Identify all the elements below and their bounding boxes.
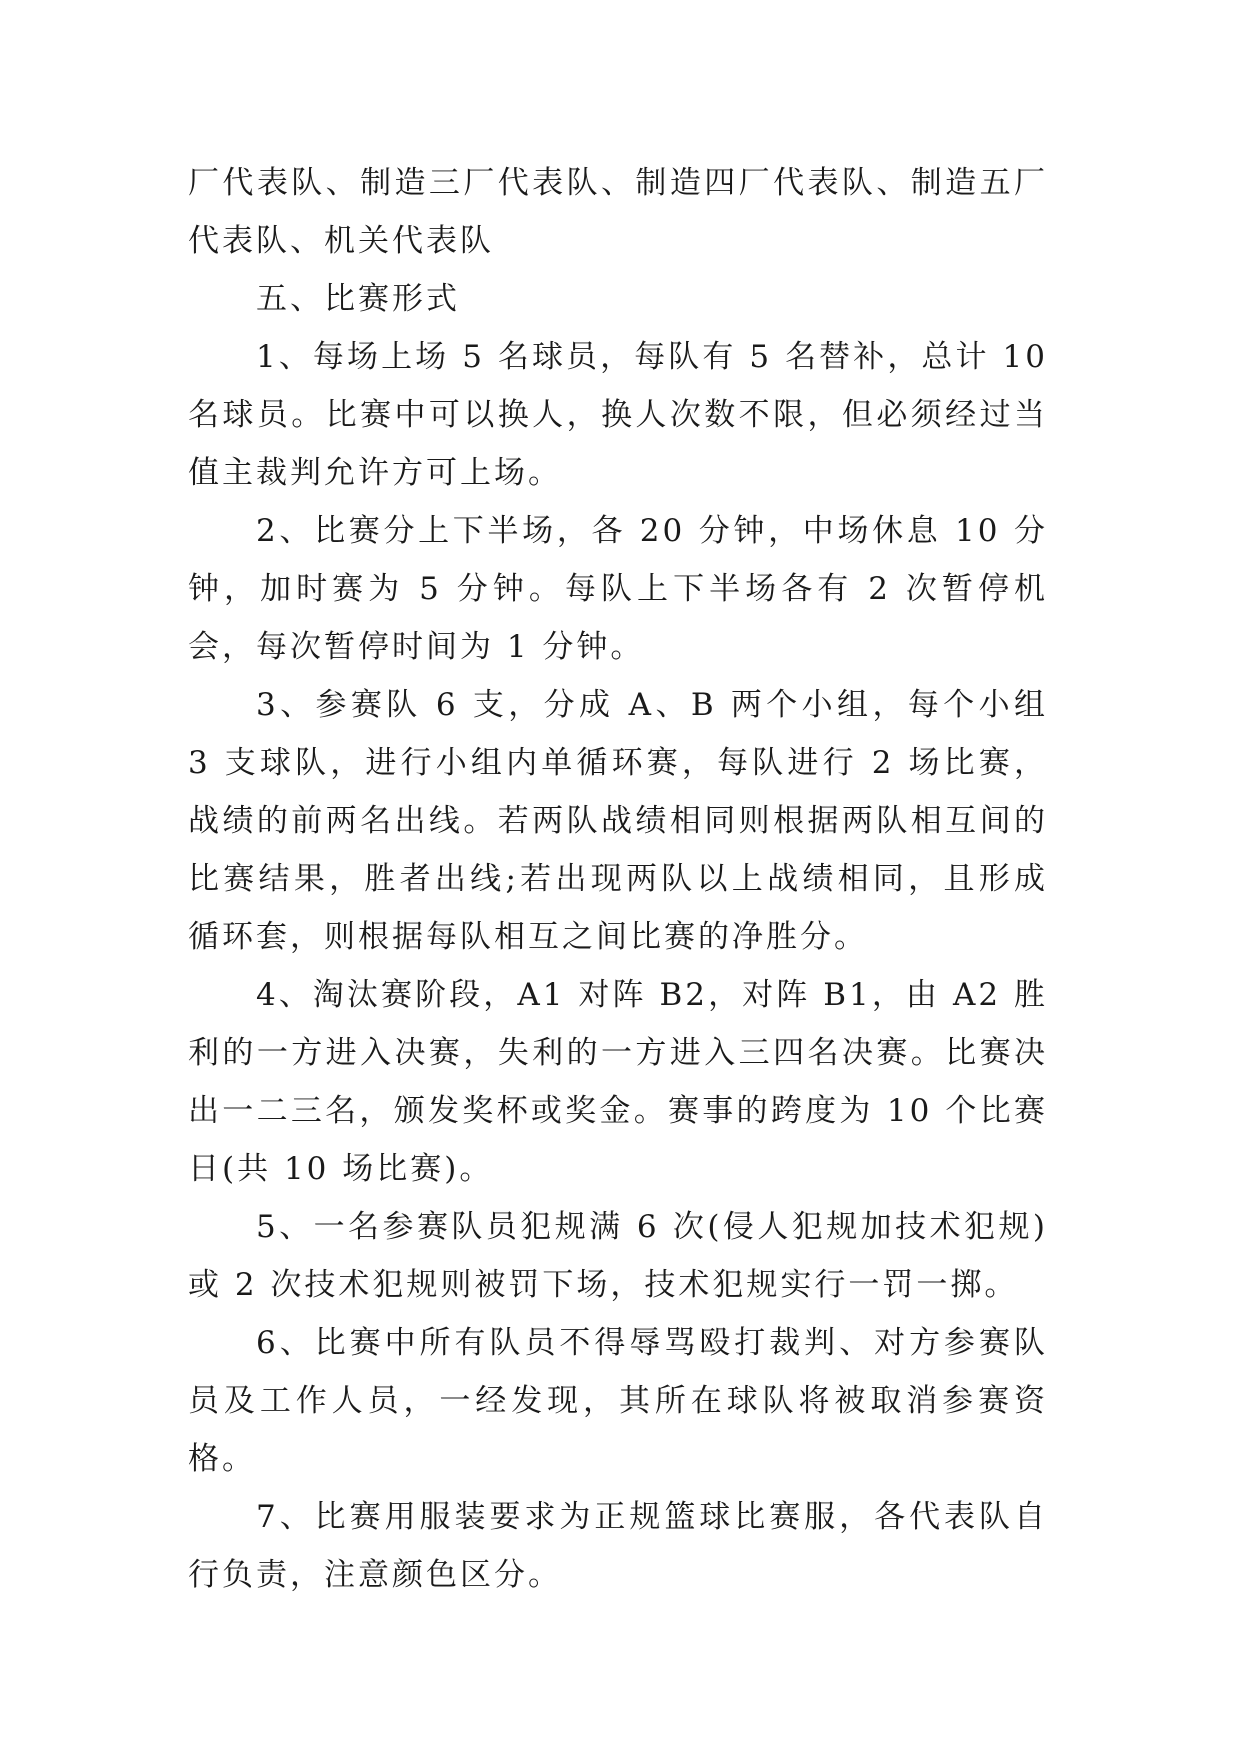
document-body [188, 154, 1048, 1604]
rule-4-knockout: 4、淘汰赛阶段，A1 对阵 B2，对阵 B1，由 A2 胜利的一方进入决赛，失利的一方进入三四名决赛。比赛决出一二三名，颁发奖杯或奖金。赛事的跨度为 10 个比赛日(共 10 场比赛)。 [188, 977, 1048, 1187]
rule-7-uniforms: 7、比赛用服装要求为正规篮球比赛服，各代表队自行负责，注意颜色区分。 [188, 1499, 1048, 1593]
section-heading-match-format: 五、比赛形式 [256, 281, 460, 317]
rule-2-timing: 2、比赛分上下半场，各 20 分钟，中场休息 10 分钟，加时赛为 5 分钟。每队上下半场各有 2 次暂停机会，每次暂停时间为 1 分钟。 [188, 513, 1048, 665]
rule-3-groups: 3、参赛队 6 支，分成 A、B 两个小组，每个小组 3 支球队，进行小组内单循环赛，每队进行 2 场比赛，战绩的前两名出线。若两队战绩相同则根据两队相互间的比赛结果，胜者出线;若出现两队以上战绩相同，且形成循环套，则根据每队相互之间比赛的净胜分。 [188, 687, 1048, 955]
rule-1-players: 1、每场上场 5 名球员，每队有 5 名替补，总计 10 名球员。比赛中可以换人，换人次数不限，但必须经过当值主裁判允许方可上场。 [188, 339, 1048, 491]
rule-6-conduct: 6、比赛中所有队员不得辱骂殴打裁判、对方参赛队员及工作人员，一经发现，其所在球队将被取消参赛资格。 [188, 1325, 1048, 1477]
rule-5-fouls: 5、一名参赛队员犯规满 6 次(侵人犯规加技术犯规)或 2 次技术犯规则被罚下场，技术犯规实行一罚一掷。 [188, 1209, 1048, 1303]
paragraph-participating-teams: 厂代表队、制造三厂代表队、制造四厂代表队、制造五厂代表队、机关代表队 [188, 165, 1048, 259]
